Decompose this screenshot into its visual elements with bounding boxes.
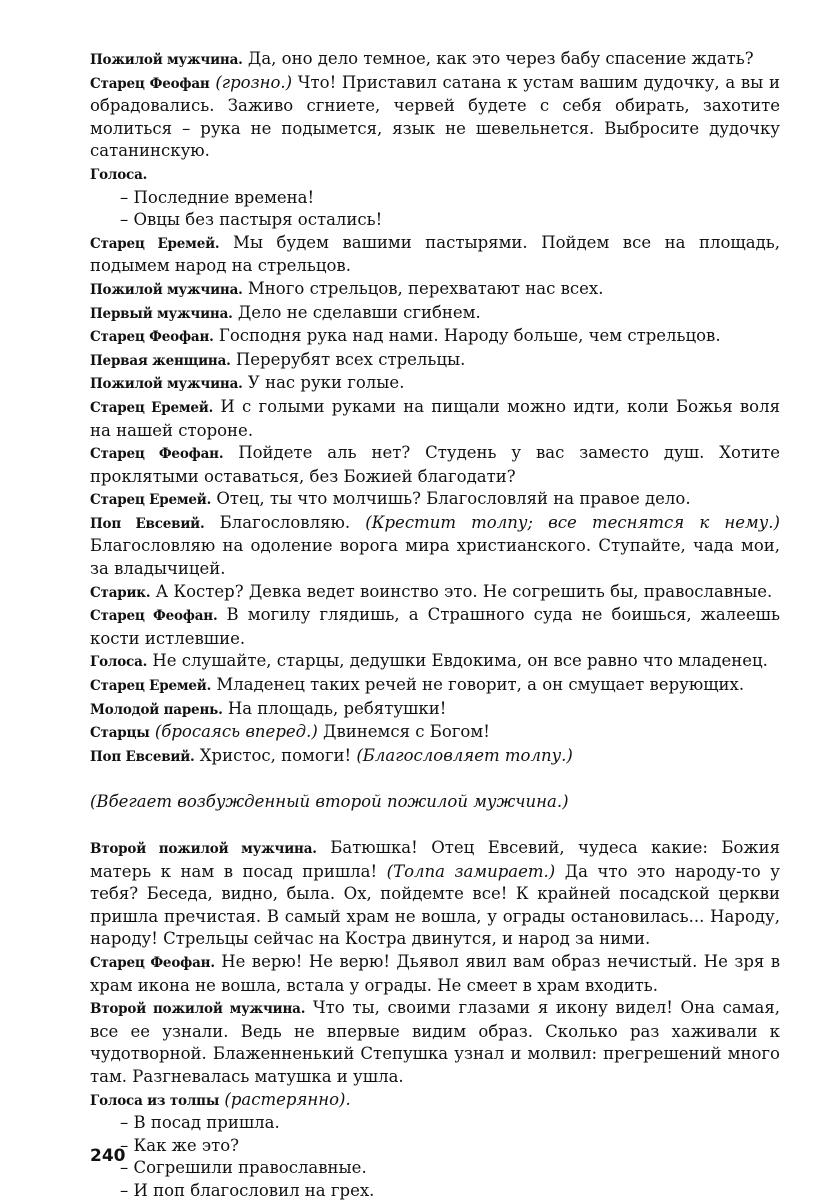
dialogue-line [90,163,780,187]
dialogue-text: Не верю! Не верю! Дьявол явил вам образ нечистый. Не зря в храм икона не вошла, встала у ограды. Не смеет в храм входить. [90,951,780,995]
crowd-line-text: – И поп благословил на грех. [120,1180,375,1200]
dialogue-text: Да что это народу-то у тебя? Беседа, видно, была. Ох, пойдемте все! К крайней посадской церкви пришла пречистая. В самый храм не вошла, у ограды остановилась... Народу, народу! Стрельцы сейчас на Костра двинутся, и народ за ними. [90,861,780,949]
dialogue-line [90,488,780,512]
speaker-name: Поп Евсевий. [90,748,195,765]
speaker-name: Старец Еремей. [90,399,214,416]
dialogue-line [90,349,780,373]
dialogue-text: Младенец таких речей не говорит, а он смущает верующих. [211,675,745,695]
dialogue-text: На площадь, ребятушки! [222,698,447,718]
speaker-name: Первая женщина. [90,352,231,369]
dialogue-text: Не слушайте, старцы, дедушки Евдокима, он все равно что младенец. [147,651,768,671]
speaker-name: Поп Евсевий. [90,515,205,532]
dialogue-line [90,721,780,745]
dialogue-text: Перерубят всех стрельцы. [230,349,466,369]
stage-direction-text: (Вбегает возбужденный второй пожилой мужчина.) [90,792,569,812]
speaker-name: Старец Феофан. [90,954,215,971]
dialogue-text: Много стрельцов, перехватают нас всех. [242,278,604,298]
speaker-name: Первый мужчина. [90,305,233,322]
crowd-line [90,1157,780,1180]
dialogue-text: Господня рука над нами. Народу больше, чем стрельцов. [213,326,721,346]
speaker-name: Старец Еремей. [90,492,212,509]
crowd-line-text: – Овцы без пастыря остались! [120,210,383,230]
crowd-line-text: – В посад пришла. [120,1113,280,1133]
dialogue-text: Отец, ты что молчишь? Благословляй на правое дело. [211,489,691,509]
dialogue-text: У нас руки голые. [242,373,405,393]
crowd-line-text: – Согрешили православные. [120,1158,367,1178]
stage-direction-inline: (грозно.) [209,72,293,92]
speaker-name: Старец Феофан. [90,608,218,625]
dialogue-text: Батюшка! Отец Евсевий, чудеса какие: Божия матерь к нам в посад пришла! [90,838,780,881]
dialogue-line [90,745,780,769]
dialogue-line [90,837,780,951]
dialogue-line [90,232,780,278]
dialogue-line [90,1089,780,1113]
dialogue-line [90,372,780,396]
crowd-line-text: – Последние времена! [120,187,315,207]
speaker-name: Пожилой мужчина. [90,376,243,393]
dialogue-text: Мы будем вашими пастырями. Пойдем все на площадь, подымем народ на стрельцов. [90,232,780,276]
speaker-name: Старец Феофан. [90,446,224,463]
crowd-line [90,1112,780,1135]
crowd-line [90,209,780,232]
dialogue-line [90,442,780,488]
dialogue-line [90,396,780,442]
dialogue-text: Благословляю на одоление ворога мира христианского. Ступайте, чада мои, за владычицей. [90,536,780,579]
stage-direction [90,791,780,814]
stage-direction-inline: (Благословляет толпу.) [356,745,573,765]
speaker-name: Старец Феофан. [90,329,214,346]
stage-direction-inline: (бросаясь вперед.) [149,722,318,742]
dialogue-text: Благословляю. [204,512,366,532]
stage-direction-inline: (Крестит толпу; все теснятся к нему.) [365,512,780,532]
dialogue-line [90,302,780,326]
speaker-name: Второй пожилой мужчина. [90,841,317,857]
dialogue-line [90,650,780,674]
dialogue-text: В могилу глядишь, а Страшного суда не боишься, жалеешь кости истлевшие. [90,605,780,648]
speaker-name: Старец Еремей. [90,235,220,252]
speaker-name: Молодой парень. [90,701,223,718]
dialogue-text: Христос, помоги! [194,745,357,765]
speaker-name: Второй пожилой мужчина. [90,1001,306,1018]
crowd-line [90,1180,780,1203]
dialogue-line [90,604,780,650]
dialogue-line [90,325,780,349]
dialogue-text: Пойдете аль нет? Студень у вас заместо душ. Хотите проклятыми оставаться, без Божией благодати? [90,443,780,486]
dialogue-line [90,512,780,581]
speaker-name: Голоса. [90,654,148,671]
crowd-line [90,1135,780,1158]
page-number: 240 [90,1146,126,1166]
speaker-name: Голоса из толпы [90,1092,220,1109]
speaker-name: Старик. [90,584,151,601]
speaker-name: Пожилой мужчина. [90,281,243,298]
dialogue-line [90,48,780,72]
crowd-line [90,187,780,210]
dialogue-text: Что! Приставил сатана к устам вашим дудочку, а вы и обрадовались. Заживо сгниете, червей будете с себя обирать, захотите молиться – рука не подымется, язык не шевельнется. Выбросите дудочку сатанинскую. [90,72,780,161]
dialogue-text: Двинемся с Богом! [317,722,490,742]
dialogue-text: Что ты, своими глазами я икону видел! Она самая, все ее узнали. Ведь не впервые видим образ. Сколько раз хаживали к чудотворной. Блаженненький Степушка узнал и молвил: прегрешений много там. Разгневалась матушка и ушла. [90,998,780,1086]
crowd-line-text: – Как же это? [120,1135,239,1155]
dialogue-line [90,278,780,302]
dialogue-line [90,581,780,605]
speaker-name: Старец Феофан [90,75,210,92]
stage-direction-inline: (растерянно). [219,1089,351,1109]
dialogue-text: И с голыми руками на пищали можно идти, коли Божья воля на нашей стороне. [90,396,780,440]
dialogue-text: Дело не сделавши сгибнем. [232,302,481,322]
speaker-name: Старцы [90,725,150,742]
dialogue-line [90,997,780,1088]
stage-direction-inline: (Толпа замирает.) [386,861,556,881]
dialogue-line [90,72,780,163]
speaker-name: Пожилой мужчина. [90,52,243,68]
dialogue-line [90,698,780,722]
dialogue-line [90,951,780,997]
dialogue-text: Да, оно дело темное, как это через бабу спасение ждать? [242,49,754,68]
speaker-name: Старец Еремей. [90,678,212,695]
page-text [90,48,780,1203]
speaker-name: Голоса. [90,166,148,183]
dialogue-line [90,674,780,698]
dialogue-text: А Костер? Девка ведет воинство это. Не согрешить бы, православные. [150,581,773,601]
